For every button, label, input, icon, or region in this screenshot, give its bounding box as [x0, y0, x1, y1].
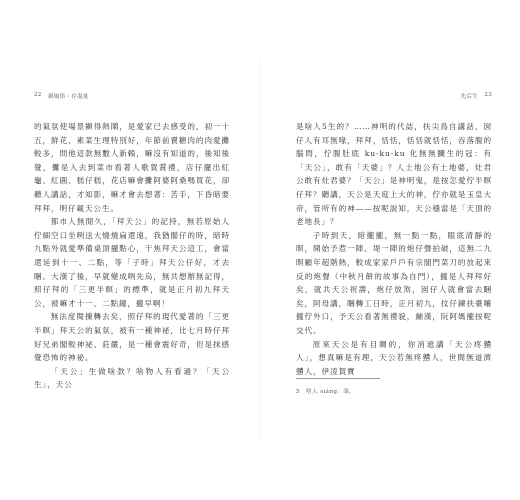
footnote-text: 5 啥人 siáng：誰。: [296, 389, 356, 395]
left-paragraph-3: 無法度閱揀轉去矣，照仔拜的現代愛著的「三更半暝」拜天公的氣氛，被有一種神祕，比七月時仔拜好兄弟閣較神祕、莊嚴，是一種會震好奇，但是抹感覺恐怖的神祕。: [34, 312, 230, 363]
right-paragraph-3: 原來天公是有目睭的，你消遮講「天公疼戇人」，想真嘛是有理，天公若無疼戇人，世間無道濟戇人，伊凌賀寶: [296, 339, 492, 376]
book-gutter: [259, 60, 261, 440]
right-page-number: 23: [484, 92, 492, 98]
left-paragraph-4: 「天公」生做啥款？啥物人有看過？「天公生」，天公: [34, 366, 230, 390]
right-page: [296, 92, 492, 378]
footnote-rule: [296, 378, 380, 379]
right-paragraph-2: 子時到天，暗攏攏，無一點一點，眼底清靜的暝，開始予惹一陣、堤一陣的炮仔聲拍破，這無二九暝顧年超階熱，較成家家戶戶有宗閣門菜刀的放起來反的炮聲（中秋月餅的故事為自門），攏是人拜拜好矣，就共天公祝壽，炮仔放煞，囡仔人就會當去睏矣，阿母講，睏轉工日時，正月初九，抆仔鍊扶臺嚷攏佇外口，予天公看著無禮貌，繃漢，阮阿媽攏按呢交代。: [296, 230, 492, 335]
left-paragraph-1: 的氣氛使場景顯得熱鬧，是愛家已去感受的，初一十五，鮮花、素菜生理特別好，年節前賣糖肉的肉愛攤較多，問他這款無數人新賴，嘛沒有知道的，後知後覺，攤是入去到菜市看著人歌賀賞禮，店仔擺出紅龜、紅圓、糕仔糕，花店嘛會攤阿婆阿桑嗎買花，卻聽人講話，才知影，嘛才會去想著：苦手，下昏暗要拜拜，明仔載天公生。: [34, 122, 230, 213]
left-page-body: [34, 120, 230, 392]
footnote: [296, 378, 492, 395]
left-paragraph-2: 都市人無閒久，「拜天公」的記持，無若原始人佇細空口坐咧送大燒燒扁還遠，我猶閣仔的時，暗時九點外就愛準備桌頂擺點心，干焦拜天公這工，會當還延到十一、二點，等「子時」拜天公仔好，才去睏。大漢了後，早就變成咧先烏，無共想辦無記得，照仔拜的「三更半暝」的標準，就是正月初九拜天公，被嘛才十一、二點鐘，攏早啊！: [34, 217, 230, 308]
left-page-number: 22: [34, 92, 42, 98]
right-page-body: [296, 120, 492, 378]
left-running-title: 親風俗・存盡量: [48, 94, 89, 100]
right-running-head: [296, 92, 492, 104]
left-page: [34, 92, 230, 392]
right-running-title: 先后生: [460, 94, 478, 100]
right-paragraph-1: 是啥人5生的？……神明的代誌，扶尖鳥自講話，囡仔人有耳無喙，拜拜，恬恬，恬恬就恬恬，吞落腹的腦問，佇腹肚底 ku-ku-ku 化無無攔生的冠：有「天公」，敢有「天婆」？人土地公有土地婆，灶君公敢有灶君婆？「天公」是神明鬼，是按怎愛佇半暝仔拜？聽講，天公是天庭上大的神，佇亦就是玉皇大帝，管所有的神——按呢說知，天公穩當是「天頂的老地長」？: [296, 122, 492, 227]
left-running-head: [34, 92, 230, 104]
